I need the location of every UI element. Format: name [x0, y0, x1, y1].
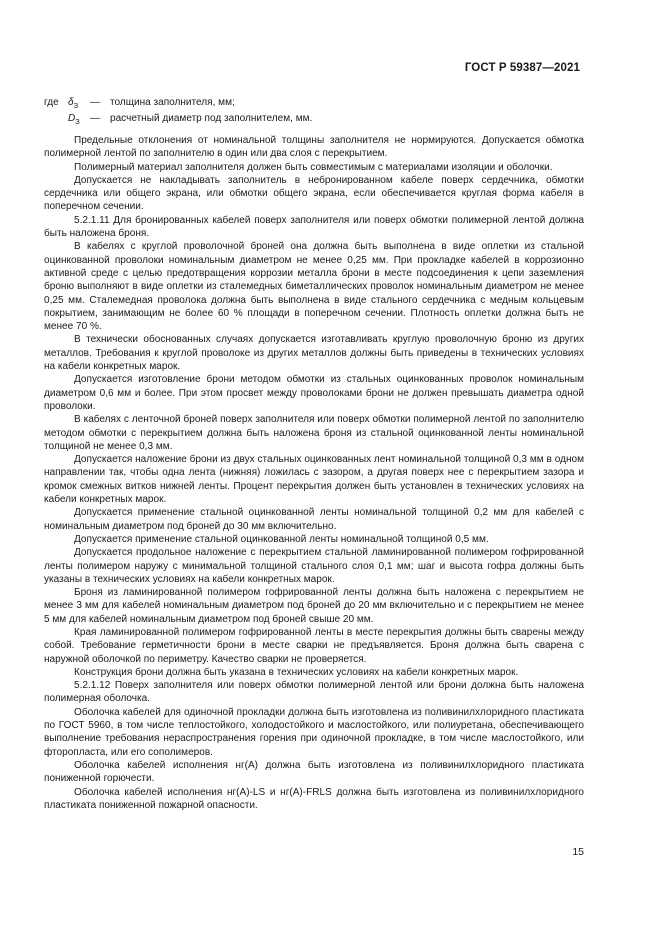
paragraph: Допускается применение стальной оцинкованной ленты номинальной толщиной 0,5 мм. — [74, 533, 489, 545]
section-5-2-1-11: 5.2.1.11 Для бронированных кабелей поверх заполнителя или поверх обмотки полимерной лентой должна быть наложена броня. — [44, 214, 584, 240]
paragraph: В кабелях с ленточной броней поверх заполнителя или поверх обмотки полимерной лентой по заполнителю методом обмотки с перекрытием должна быть наложена броня из стальной оцинкованной ленты номинальной толщиной не менее 0,3 мм. — [44, 414, 584, 452]
definition-dash: — — [90, 113, 101, 124]
definition-symbol: $\delta_З$ — [68, 97, 79, 110]
paragraph: Оболочка кабелей исполнения нг(А) должна быть изготовлена из поливинилхлоридного пластиката пониженной горючести. — [44, 759, 584, 785]
paragraph: Конструкция брони должна быть указана в технических условиях на кабели конкретных марок. — [74, 666, 519, 678]
document-body — [44, 96, 584, 812]
definition-row — [44, 96, 584, 112]
formula-definitions — [44, 96, 584, 128]
definition-dash: — — [90, 97, 101, 108]
paragraph: Допускается изготовление брони методом обмотки из стальных оцинкованных проволок номинальным диаметром 0,6 мм и более. При этом просвет между проволоками брони не должен превышать диаметра одной проволоки. — [44, 374, 584, 412]
paragraph: Полимерный материал заполнителя должен быть совместимым с материалами изоляции и оболочки. — [74, 161, 553, 173]
definition-lead: где — [44, 97, 59, 108]
paragraph: Допускается продольное наложение с перекрытием стальной ламинированной полимером гофрированной ленты полимером наружу с минимальной толщиной стального слоя 0,1 мм; шаг и высота гофра должны быть указаны в технических условиях на кабели конкретных марок. — [44, 547, 584, 585]
paragraph: Допускается наложение брони из двух стальных оцинкованных лент номинальной толщиной 0,3 мм в одном направлении так, чтобы одна лента (нижняя) ложилась с зазором, а другая поверх нее с перекрытием зазора и кромок смежных витков нижней ленты. Процент перекрытия должен быть установлен в технических условиях на кабели конкретных марок. — [44, 454, 584, 506]
paragraph: Допускается не накладывать заполнитель в небронированном кабеле поверх сердечника, обмотки сердечника или общего экрана, или обмотки общего экрана, если обеспечивается круглая форма кабеля в поперечном сечении. — [44, 174, 584, 213]
paragraph: Оболочка кабелей исполнения нг(А)-LS и нг(А)-FRLS должна быть изготовлена из поливинилхлоридного пластиката пониженной пожарной опасности. — [44, 786, 584, 811]
paragraph: В технически обоснованных случаях допускается изготавливать круглую проволочную броню из других металлов. Требования к круглой проволоке из других металлов должны быть приведены в технических условиях на кабели конкретных марок. — [44, 334, 584, 373]
page-number: 15 — [572, 846, 584, 858]
paragraph: Края ламинированной полимером гофрированной ленты в месте перекрытия должны быть сварены между собой. Требование герметичности брони в месте сварки не предъявляется. Броня должна быть сварена с наружной оболочкой по периметру. Качество сварки не проверяется. — [44, 626, 584, 665]
standard-header: ГОСТ Р 59387—2021 — [464, 62, 580, 74]
paragraph: Броня из ламинированной полимером гофрированной ленты должна быть наложена с перекрытием не менее 3 мм для кабелей номинальным диаметром под броней до 20 мм включительно и с перекрытием не менее 5 мм для кабелей номинальным диаметром под броней свыше 20 мм. — [44, 587, 584, 625]
definition-text: расчетный диаметр под заполнителем, мм. — [110, 113, 313, 124]
paragraph: Оболочка кабелей для одиночной прокладки должна быть изготовлена из поливинилхлоридного пластиката по ГОСТ 5960, в том числе теплостойкого, холодостойкого и маслостойкого, или полиуретана, обеспечивающего выполнение требования нераспространения горения при одиночной прокладке, в том числе маслостойкого, или фторопласта, или его сополимеров. — [44, 706, 584, 758]
definition-symbol: $D_З$ — [68, 113, 80, 126]
definition-text: толщина заполнителя, мм; — [110, 97, 235, 108]
section-5-2-1-12: 5.2.1.12 Поверх заполнителя или поверх обмотки полимерной лентой или брони должна быть наложена полимерная оболочка. — [44, 680, 584, 705]
paragraph: В кабелях с круглой проволочной броней она должна быть выполнена в виде оплетки из стальной оцинкованной проволоки номинальным диаметром не менее 0,25 мм. При прокладке кабелей в коррозионно активной среде с целью предотвращения коррозии металла брони в месте подсоединения к цепи заземления броню выполняют в виде оплетки из сталемедных биметаллических проволок номинальным диаметром не менее 0,25 мм. Сталемедная проволока должна быть выполнена в виде стального сердечника с медным кольцевым покрытием, занимающим не более 60 % площади в поперечном сечении. Плотность оплетки должна быть не менее 70 %. — [44, 241, 584, 333]
definition-row — [44, 112, 584, 128]
paragraph: Допускается применение стальной оцинкованной ленты номинальной толщиной 0,2 мм для кабелей с номинальным диаметром под броней до 30 мм включительно. — [44, 507, 584, 532]
paragraph: Предельные отклонения от номинальной толщины заполнителя не нормируются. Допускается обмотка полимерной лентой по заполнителю в один или два слоя с перекрытием. — [44, 135, 584, 160]
